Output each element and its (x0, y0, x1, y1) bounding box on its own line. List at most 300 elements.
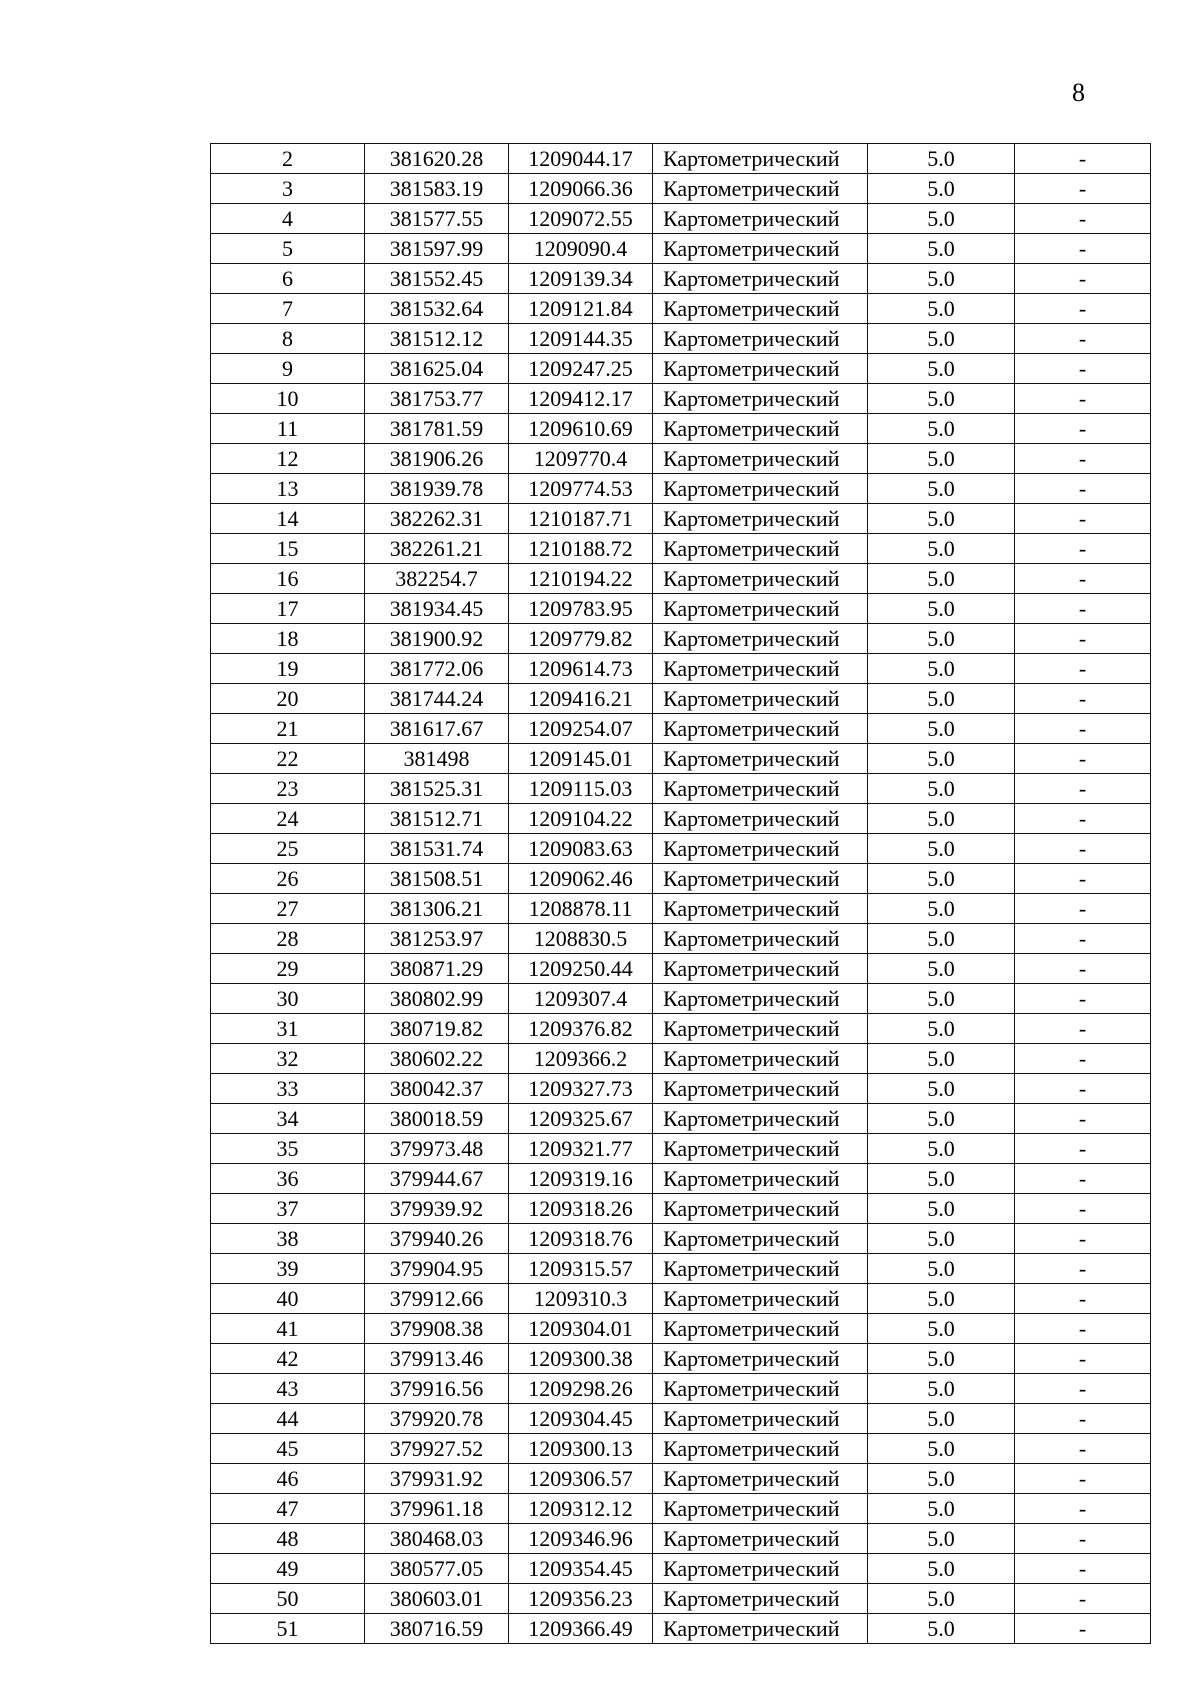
point-number-cell: 11 (211, 414, 365, 444)
note-cell: - (1015, 1494, 1151, 1524)
note-cell: - (1015, 474, 1151, 504)
method-cell: Картометрический (653, 624, 868, 654)
method-cell: Картометрический (653, 864, 868, 894)
point-number-cell: 28 (211, 924, 365, 954)
point-number-cell: 48 (211, 1524, 365, 1554)
method-cell: Картометрический (653, 1494, 868, 1524)
note-cell: - (1015, 1584, 1151, 1614)
table-row (211, 174, 1151, 204)
y-coordinate-cell: 1209319.16 (509, 1164, 653, 1194)
method-cell: Картометрический (653, 1614, 868, 1644)
y-coordinate-cell: 1209366.49 (509, 1614, 653, 1644)
x-coordinate-cell: 381753.77 (365, 384, 509, 414)
method-cell: Картометрический (653, 1134, 868, 1164)
y-coordinate-cell: 1208878.11 (509, 894, 653, 924)
x-coordinate-cell: 381617.67 (365, 714, 509, 744)
y-coordinate-cell: 1209774.53 (509, 474, 653, 504)
table-row (211, 1314, 1151, 1344)
table-row (211, 1554, 1151, 1584)
point-number-cell: 25 (211, 834, 365, 864)
x-coordinate-cell: 379920.78 (365, 1404, 509, 1434)
method-cell: Картометрический (653, 954, 868, 984)
x-coordinate-cell: 380603.01 (365, 1584, 509, 1614)
x-coordinate-cell: 380468.03 (365, 1524, 509, 1554)
point-number-cell: 2 (211, 144, 365, 174)
point-number-cell: 36 (211, 1164, 365, 1194)
point-number-cell: 23 (211, 774, 365, 804)
point-number-cell: 43 (211, 1374, 365, 1404)
x-coordinate-cell: 379940.26 (365, 1224, 509, 1254)
method-cell: Картометрический (653, 1344, 868, 1374)
table-row (211, 264, 1151, 294)
method-cell: Картометрический (653, 804, 868, 834)
y-coordinate-cell: 1209044.17 (509, 144, 653, 174)
method-cell: Картометрический (653, 264, 868, 294)
method-cell: Картометрический (653, 414, 868, 444)
y-coordinate-cell: 1209104.22 (509, 804, 653, 834)
method-cell: Картометрический (653, 1104, 868, 1134)
point-number-cell: 38 (211, 1224, 365, 1254)
accuracy-cell: 5.0 (868, 924, 1015, 954)
x-coordinate-cell: 380018.59 (365, 1104, 509, 1134)
y-coordinate-cell: 1209327.73 (509, 1074, 653, 1104)
accuracy-cell: 5.0 (868, 1314, 1015, 1344)
point-number-cell: 8 (211, 324, 365, 354)
note-cell: - (1015, 504, 1151, 534)
accuracy-cell: 5.0 (868, 414, 1015, 444)
y-coordinate-cell: 1209304.45 (509, 1404, 653, 1434)
note-cell: - (1015, 354, 1151, 384)
y-coordinate-cell: 1210194.22 (509, 564, 653, 594)
note-cell: - (1015, 774, 1151, 804)
accuracy-cell: 5.0 (868, 804, 1015, 834)
point-number-cell: 51 (211, 1614, 365, 1644)
point-number-cell: 44 (211, 1404, 365, 1434)
x-coordinate-cell: 381525.31 (365, 774, 509, 804)
point-number-cell: 47 (211, 1494, 365, 1524)
table-row (211, 1494, 1151, 1524)
x-coordinate-cell: 381781.59 (365, 414, 509, 444)
point-number-cell: 26 (211, 864, 365, 894)
table-row (211, 1224, 1151, 1254)
note-cell: - (1015, 1524, 1151, 1554)
accuracy-cell: 5.0 (868, 1224, 1015, 1254)
x-coordinate-cell: 380577.05 (365, 1554, 509, 1584)
table-row (211, 1254, 1151, 1284)
note-cell: - (1015, 1314, 1151, 1344)
y-coordinate-cell: 1209247.25 (509, 354, 653, 384)
method-cell: Картометрический (653, 744, 868, 774)
note-cell: - (1015, 1374, 1151, 1404)
accuracy-cell: 5.0 (868, 234, 1015, 264)
table-row (211, 954, 1151, 984)
table-row (211, 534, 1151, 564)
y-coordinate-cell: 1209072.55 (509, 204, 653, 234)
table-row (211, 444, 1151, 474)
table-row (211, 714, 1151, 744)
note-cell: - (1015, 204, 1151, 234)
y-coordinate-cell: 1209090.4 (509, 234, 653, 264)
table-row (211, 384, 1151, 414)
point-number-cell: 34 (211, 1104, 365, 1134)
note-cell: - (1015, 804, 1151, 834)
accuracy-cell: 5.0 (868, 894, 1015, 924)
x-coordinate-cell: 381744.24 (365, 684, 509, 714)
note-cell: - (1015, 444, 1151, 474)
y-coordinate-cell: 1209783.95 (509, 594, 653, 624)
point-number-cell: 39 (211, 1254, 365, 1284)
point-number-cell: 14 (211, 504, 365, 534)
table-row (211, 1134, 1151, 1164)
note-cell: - (1015, 384, 1151, 414)
accuracy-cell: 5.0 (868, 1404, 1015, 1434)
accuracy-cell: 5.0 (868, 1524, 1015, 1554)
x-coordinate-cell: 381512.71 (365, 804, 509, 834)
point-number-cell: 37 (211, 1194, 365, 1224)
note-cell: - (1015, 1224, 1151, 1254)
note-cell: - (1015, 264, 1151, 294)
y-coordinate-cell: 1209304.01 (509, 1314, 653, 1344)
accuracy-cell: 5.0 (868, 864, 1015, 894)
note-cell: - (1015, 534, 1151, 564)
x-coordinate-cell: 381597.99 (365, 234, 509, 264)
accuracy-cell: 5.0 (868, 714, 1015, 744)
note-cell: - (1015, 894, 1151, 924)
note-cell: - (1015, 594, 1151, 624)
accuracy-cell: 5.0 (868, 984, 1015, 1014)
method-cell: Картометрический (653, 534, 868, 564)
y-coordinate-cell: 1209614.73 (509, 654, 653, 684)
y-coordinate-cell: 1209346.96 (509, 1524, 653, 1554)
note-cell: - (1015, 1344, 1151, 1374)
x-coordinate-cell: 380871.29 (365, 954, 509, 984)
accuracy-cell: 5.0 (868, 1104, 1015, 1134)
point-number-cell: 21 (211, 714, 365, 744)
y-coordinate-cell: 1209298.26 (509, 1374, 653, 1404)
note-cell: - (1015, 1164, 1151, 1194)
y-coordinate-cell: 1209066.36 (509, 174, 653, 204)
note-cell: - (1015, 1254, 1151, 1284)
table-row (211, 1164, 1151, 1194)
note-cell: - (1015, 1404, 1151, 1434)
x-coordinate-cell: 379912.66 (365, 1284, 509, 1314)
point-number-cell: 33 (211, 1074, 365, 1104)
x-coordinate-cell: 382261.21 (365, 534, 509, 564)
table-row (211, 204, 1151, 234)
note-cell: - (1015, 984, 1151, 1014)
table-row (211, 144, 1151, 174)
note-cell: - (1015, 834, 1151, 864)
note-cell: - (1015, 924, 1151, 954)
method-cell: Картометрический (653, 774, 868, 804)
x-coordinate-cell: 381498 (365, 744, 509, 774)
x-coordinate-cell: 381906.26 (365, 444, 509, 474)
y-coordinate-cell: 1209354.45 (509, 1554, 653, 1584)
method-cell: Картометрический (653, 174, 868, 204)
method-cell: Картометрический (653, 1374, 868, 1404)
accuracy-cell: 5.0 (868, 294, 1015, 324)
note-cell: - (1015, 684, 1151, 714)
point-number-cell: 49 (211, 1554, 365, 1584)
accuracy-cell: 5.0 (868, 624, 1015, 654)
y-coordinate-cell: 1209115.03 (509, 774, 653, 804)
table-row (211, 624, 1151, 654)
accuracy-cell: 5.0 (868, 774, 1015, 804)
point-number-cell: 32 (211, 1044, 365, 1074)
accuracy-cell: 5.0 (868, 504, 1015, 534)
x-coordinate-cell: 379939.92 (365, 1194, 509, 1224)
point-number-cell: 50 (211, 1584, 365, 1614)
x-coordinate-cell: 379913.46 (365, 1344, 509, 1374)
method-cell: Картометрический (653, 924, 868, 954)
accuracy-cell: 5.0 (868, 1374, 1015, 1404)
point-number-cell: 45 (211, 1434, 365, 1464)
table-row (211, 804, 1151, 834)
x-coordinate-cell: 381532.64 (365, 294, 509, 324)
accuracy-cell: 5.0 (868, 174, 1015, 204)
accuracy-cell: 5.0 (868, 1284, 1015, 1314)
note-cell: - (1015, 1014, 1151, 1044)
accuracy-cell: 5.0 (868, 1344, 1015, 1374)
method-cell: Картометрический (653, 1284, 868, 1314)
note-cell: - (1015, 864, 1151, 894)
note-cell: - (1015, 1194, 1151, 1224)
method-cell: Картометрический (653, 834, 868, 864)
y-coordinate-cell: 1210187.71 (509, 504, 653, 534)
point-number-cell: 41 (211, 1314, 365, 1344)
accuracy-cell: 5.0 (868, 1014, 1015, 1044)
table-row (211, 414, 1151, 444)
x-coordinate-cell: 379927.52 (365, 1434, 509, 1464)
method-cell: Картометрический (653, 1254, 868, 1284)
point-number-cell: 35 (211, 1134, 365, 1164)
x-coordinate-cell: 380802.99 (365, 984, 509, 1014)
x-coordinate-cell: 381772.06 (365, 654, 509, 684)
x-coordinate-cell: 381253.97 (365, 924, 509, 954)
method-cell: Картометрический (653, 1524, 868, 1554)
note-cell: - (1015, 954, 1151, 984)
point-number-cell: 15 (211, 534, 365, 564)
accuracy-cell: 5.0 (868, 1254, 1015, 1284)
table-row (211, 894, 1151, 924)
method-cell: Картометрический (653, 894, 868, 924)
table-row (211, 1464, 1151, 1494)
table-row (211, 1284, 1151, 1314)
method-cell: Картометрический (653, 504, 868, 534)
y-coordinate-cell: 1209144.35 (509, 324, 653, 354)
table-row (211, 564, 1151, 594)
accuracy-cell: 5.0 (868, 1434, 1015, 1464)
point-number-cell: 20 (211, 684, 365, 714)
note-cell: - (1015, 1134, 1151, 1164)
point-number-cell: 13 (211, 474, 365, 504)
coordinates-table (210, 143, 1151, 1644)
x-coordinate-cell: 382262.31 (365, 504, 509, 534)
table-row (211, 1344, 1151, 1374)
point-number-cell: 5 (211, 234, 365, 264)
y-coordinate-cell: 1209318.76 (509, 1224, 653, 1254)
x-coordinate-cell: 379904.95 (365, 1254, 509, 1284)
accuracy-cell: 5.0 (868, 1044, 1015, 1074)
point-number-cell: 9 (211, 354, 365, 384)
note-cell: - (1015, 174, 1151, 204)
x-coordinate-cell: 382254.7 (365, 564, 509, 594)
x-coordinate-cell: 381939.78 (365, 474, 509, 504)
accuracy-cell: 5.0 (868, 1164, 1015, 1194)
note-cell: - (1015, 294, 1151, 324)
point-number-cell: 6 (211, 264, 365, 294)
x-coordinate-cell: 381531.74 (365, 834, 509, 864)
accuracy-cell: 5.0 (868, 654, 1015, 684)
method-cell: Картометрический (653, 204, 868, 234)
y-coordinate-cell: 1210188.72 (509, 534, 653, 564)
method-cell: Картометрический (653, 1164, 868, 1194)
table-row (211, 984, 1151, 1014)
y-coordinate-cell: 1209310.3 (509, 1284, 653, 1314)
y-coordinate-cell: 1209366.2 (509, 1044, 653, 1074)
accuracy-cell: 5.0 (868, 324, 1015, 354)
y-coordinate-cell: 1208830.5 (509, 924, 653, 954)
table-row (211, 1044, 1151, 1074)
method-cell: Картометрический (653, 234, 868, 264)
x-coordinate-cell: 379908.38 (365, 1314, 509, 1344)
accuracy-cell: 5.0 (868, 1494, 1015, 1524)
y-coordinate-cell: 1209770.4 (509, 444, 653, 474)
point-number-cell: 22 (211, 744, 365, 774)
accuracy-cell: 5.0 (868, 204, 1015, 234)
table-row (211, 354, 1151, 384)
point-number-cell: 3 (211, 174, 365, 204)
accuracy-cell: 5.0 (868, 564, 1015, 594)
y-coordinate-cell: 1209318.26 (509, 1194, 653, 1224)
point-number-cell: 17 (211, 594, 365, 624)
note-cell: - (1015, 654, 1151, 684)
x-coordinate-cell: 381552.45 (365, 264, 509, 294)
accuracy-cell: 5.0 (868, 264, 1015, 294)
method-cell: Картометрический (653, 1074, 868, 1104)
note-cell: - (1015, 1044, 1151, 1074)
point-number-cell: 18 (211, 624, 365, 654)
table-row (211, 774, 1151, 804)
method-cell: Картометрический (653, 354, 868, 384)
y-coordinate-cell: 1209312.12 (509, 1494, 653, 1524)
point-number-cell: 30 (211, 984, 365, 1014)
table-row (211, 1614, 1151, 1644)
y-coordinate-cell: 1209376.82 (509, 1014, 653, 1044)
note-cell: - (1015, 744, 1151, 774)
x-coordinate-cell: 380719.82 (365, 1014, 509, 1044)
note-cell: - (1015, 1614, 1151, 1644)
table-row (211, 744, 1151, 774)
point-number-cell: 42 (211, 1344, 365, 1374)
table-row (211, 654, 1151, 684)
x-coordinate-cell: 381306.21 (365, 894, 509, 924)
note-cell: - (1015, 1104, 1151, 1134)
y-coordinate-cell: 1209307.4 (509, 984, 653, 1014)
method-cell: Картометрический (653, 444, 868, 474)
method-cell: Картометрический (653, 1194, 868, 1224)
accuracy-cell: 5.0 (868, 144, 1015, 174)
table-row (211, 1014, 1151, 1044)
y-coordinate-cell: 1209412.17 (509, 384, 653, 414)
table-row (211, 504, 1151, 534)
accuracy-cell: 5.0 (868, 1584, 1015, 1614)
accuracy-cell: 5.0 (868, 534, 1015, 564)
y-coordinate-cell: 1209145.01 (509, 744, 653, 774)
accuracy-cell: 5.0 (868, 1074, 1015, 1104)
point-number-cell: 12 (211, 444, 365, 474)
y-coordinate-cell: 1209062.46 (509, 864, 653, 894)
accuracy-cell: 5.0 (868, 444, 1015, 474)
table-row (211, 594, 1151, 624)
x-coordinate-cell: 379973.48 (365, 1134, 509, 1164)
coordinates-table-body (211, 144, 1151, 1644)
method-cell: Картометрический (653, 1434, 868, 1464)
x-coordinate-cell: 380602.22 (365, 1044, 509, 1074)
table-row (211, 474, 1151, 504)
method-cell: Картометрический (653, 564, 868, 594)
y-coordinate-cell: 1209356.23 (509, 1584, 653, 1614)
x-coordinate-cell: 381577.55 (365, 204, 509, 234)
note-cell: - (1015, 414, 1151, 444)
table-row (211, 834, 1151, 864)
y-coordinate-cell: 1209300.38 (509, 1344, 653, 1374)
table-row (211, 1194, 1151, 1224)
x-coordinate-cell: 379944.67 (365, 1164, 509, 1194)
note-cell: - (1015, 1284, 1151, 1314)
x-coordinate-cell: 380042.37 (365, 1074, 509, 1104)
point-number-cell: 4 (211, 204, 365, 234)
note-cell: - (1015, 1554, 1151, 1584)
x-coordinate-cell: 379931.92 (365, 1464, 509, 1494)
y-coordinate-cell: 1209306.57 (509, 1464, 653, 1494)
accuracy-cell: 5.0 (868, 1194, 1015, 1224)
point-number-cell: 10 (211, 384, 365, 414)
method-cell: Картометрический (653, 1464, 868, 1494)
page-number: 8 (1072, 78, 1085, 107)
method-cell: Картометрический (653, 594, 868, 624)
y-coordinate-cell: 1209139.34 (509, 264, 653, 294)
accuracy-cell: 5.0 (868, 1134, 1015, 1164)
method-cell: Картометрический (653, 1224, 868, 1254)
point-number-cell: 46 (211, 1464, 365, 1494)
method-cell: Картометрический (653, 294, 868, 324)
x-coordinate-cell: 381934.45 (365, 594, 509, 624)
table-row (211, 1104, 1151, 1134)
method-cell: Картометрический (653, 1014, 868, 1044)
point-number-cell: 19 (211, 654, 365, 684)
point-number-cell: 40 (211, 1284, 365, 1314)
y-coordinate-cell: 1209779.82 (509, 624, 653, 654)
y-coordinate-cell: 1209254.07 (509, 714, 653, 744)
point-number-cell: 16 (211, 564, 365, 594)
note-cell: - (1015, 564, 1151, 594)
point-number-cell: 29 (211, 954, 365, 984)
note-cell: - (1015, 714, 1151, 744)
note-cell: - (1015, 1464, 1151, 1494)
y-coordinate-cell: 1209083.63 (509, 834, 653, 864)
accuracy-cell: 5.0 (868, 1554, 1015, 1584)
y-coordinate-cell: 1209325.67 (509, 1104, 653, 1134)
x-coordinate-cell: 381512.12 (365, 324, 509, 354)
y-coordinate-cell: 1209610.69 (509, 414, 653, 444)
method-cell: Картометрический (653, 1554, 868, 1584)
table-row (211, 924, 1151, 954)
table-row (211, 1404, 1151, 1434)
x-coordinate-cell: 381900.92 (365, 624, 509, 654)
x-coordinate-cell: 380716.59 (365, 1614, 509, 1644)
note-cell: - (1015, 234, 1151, 264)
